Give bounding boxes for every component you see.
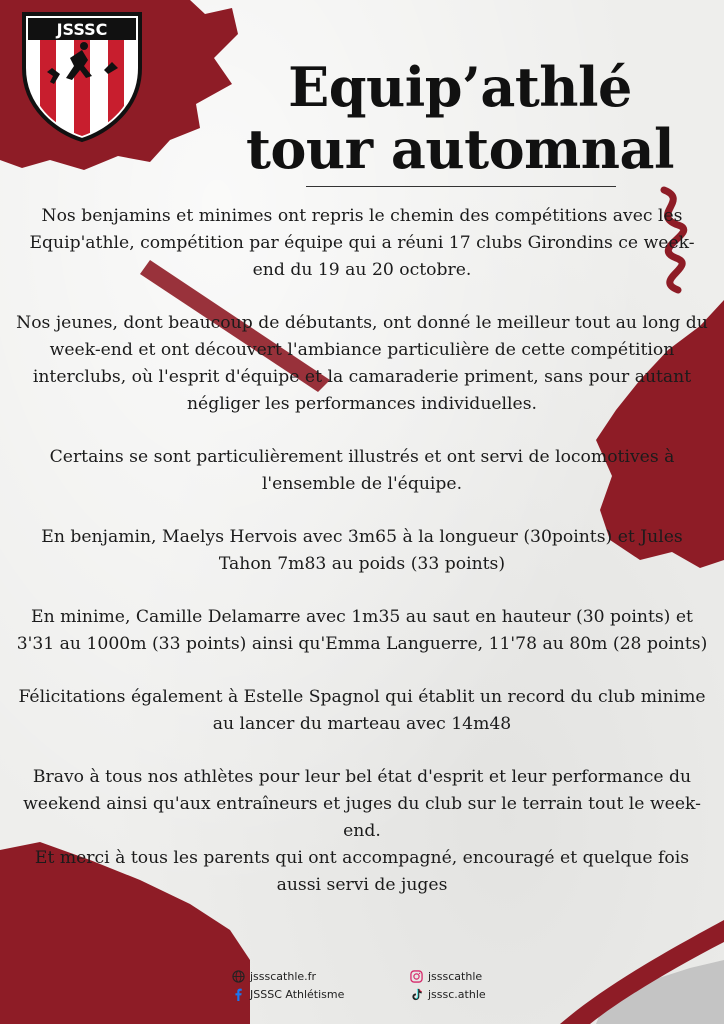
website-link[interactable]: jssscathle.fr — [250, 970, 317, 983]
footer-facebook[interactable] — [232, 988, 344, 1001]
logo-text: JSSSC — [56, 20, 108, 39]
paragraph-locomotives: Certains se sont particulièrement illustrés et ont servi de locomotives à l'ensemble de l'équipe. — [49, 447, 675, 494]
paragraph-benjamin: En benjamin, Maelys Hervois avec 3m65 à la longueur (30points) et Jules Tahon 7m83 au poids (33 points) — [41, 527, 683, 574]
footer-social-links — [0, 966, 724, 1024]
jsssc-logo — [18, 8, 146, 144]
tiktok-icon — [410, 988, 423, 1001]
article-body — [14, 203, 710, 899]
paragraph-young-athletes: Nos jeunes, dont beaucoup de débutants, ont donné le meilleur tout au long du week-end et ont découvert l'ambiance particulière de cette compétition interclubs, où l'esprit d'équipe et la camaraderie priment, sans pour autant négliger les performances individuelles. — [16, 313, 708, 414]
paragraph-record: Félicitations également à Estelle Spagnol qui établit un record du club minime au lancer du marteau avec 14m48 — [18, 687, 706, 734]
page-title — [200, 56, 720, 180]
paragraph-minime: En minime, Camille Delamarre avec 1m35 au saut en hauteur (30 points) et 3'31 au 1000m (33 points) ainsi qu'Emma Languerre, 11'78 au 80m (28 points) — [16, 607, 708, 654]
footer-tiktok[interactable] — [410, 988, 486, 1001]
footer-instagram[interactable] — [410, 970, 482, 983]
globe-icon — [232, 970, 245, 983]
paragraph-bravo: Bravo à tous nos athlètes pour leur bel état d'esprit et leur performance du weekend ainsi qu'aux entraîneurs et juges du club sur le terrain tout le week-end. — [23, 767, 701, 841]
title-divider — [306, 186, 616, 187]
footer-website[interactable] — [232, 970, 316, 983]
instagram-icon — [410, 970, 423, 983]
facebook-link[interactable]: JSSSC Athlétisme — [250, 988, 345, 1001]
paragraph-thanks: Et merci à tous les parents qui ont accompagné, encouragé et quelque fois aussi servi de juges — [34, 848, 690, 895]
facebook-icon — [232, 988, 245, 1001]
instagram-link[interactable]: jssscathle — [428, 970, 483, 983]
tiktok-link[interactable]: jsssc.athle — [428, 988, 486, 1001]
paragraph-intro: Nos benjamins et minimes ont repris le chemin des compétitions avec les Equip'athle, compétition par équipe qui a réuni 17 clubs Girondins ce week-end du 19 au 20 octobre. — [29, 206, 695, 280]
title-line-1: Equip’athlé — [288, 55, 632, 120]
title-line-2: tour automnal — [245, 117, 675, 182]
